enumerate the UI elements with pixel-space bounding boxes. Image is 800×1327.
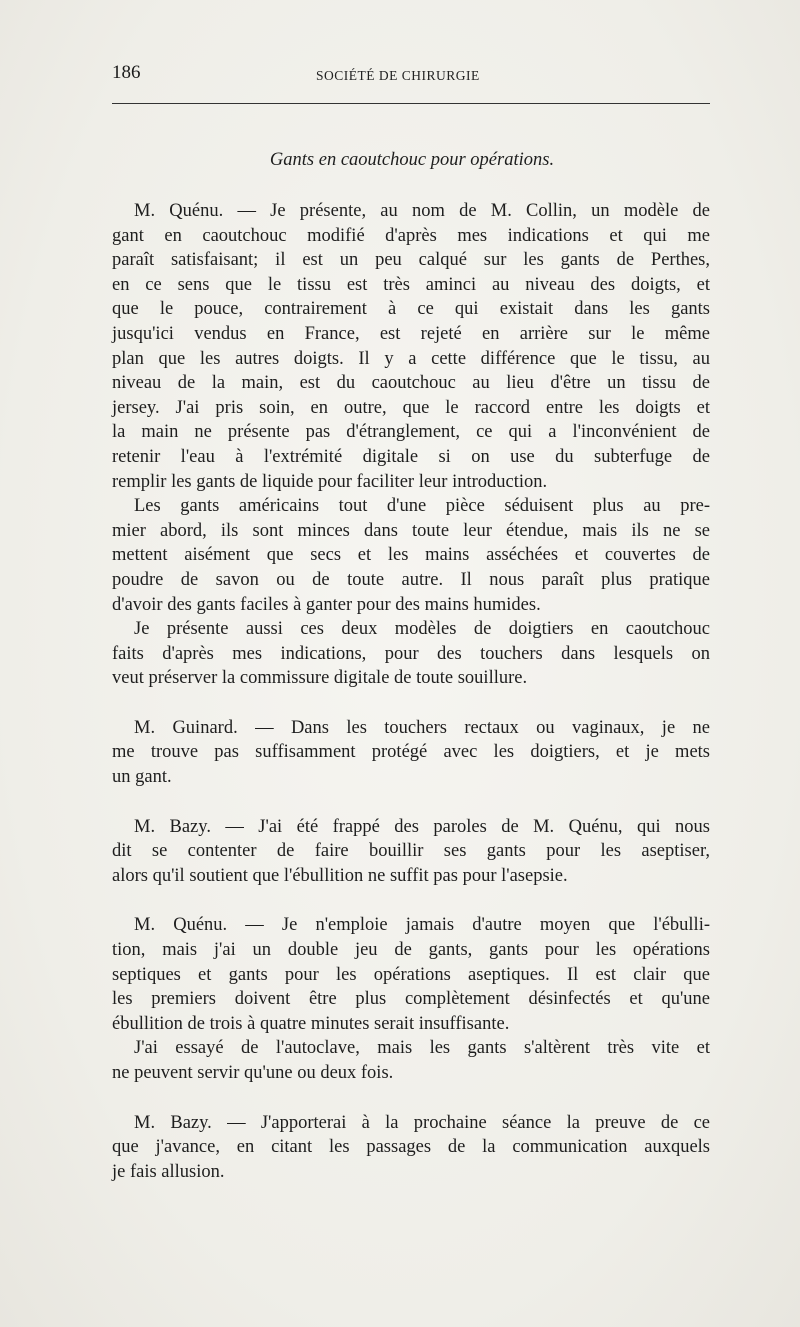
text-line: dit se contenter de faire bouillir ses gants pour les aseptiser, xyxy=(112,841,710,862)
text-line: que le pouce, contrairement à ce qui existait dans les gants xyxy=(112,299,710,320)
text-line: les premiers doivent être plus complètement désinfectés et qu'une xyxy=(112,989,710,1010)
paragraph-bazy-1 xyxy=(112,815,710,889)
paragraph-quenu-reply xyxy=(112,913,710,1036)
text-line: je fais allusion. xyxy=(112,1161,225,1182)
text-line: poudre de savon ou de toute autre. Il nous paraît plus pratique xyxy=(112,569,710,590)
header-rule xyxy=(112,103,710,104)
paragraph-gap xyxy=(112,1086,710,1111)
text-line: niveau de la main, est du caoutchouc au lieu d'être un tissu de xyxy=(112,373,710,394)
text-line: septiques et gants pour les opérations aseptiques. Il est clair que xyxy=(112,964,710,985)
text-line: remplir les gants de liquide pour faciliter leur introduction. xyxy=(112,471,548,492)
running-head: SOCIÉTÉ DE CHIRURGIE xyxy=(316,68,480,83)
text-line: faits d'après mes indications, pour des touchers dans lesquels on xyxy=(112,643,710,664)
paragraph-quenu-autoclave xyxy=(112,1036,710,1085)
text-line: tion, mais j'ai un double jeu de gants, gants pour les opérations xyxy=(112,940,710,961)
text-line: M. Bazy. — J'apporterai à la prochaine séance la preuve de ce xyxy=(134,1112,710,1133)
text-line: Les gants américains tout d'une pièce séduisent plus au pre- xyxy=(134,496,710,517)
text-line: M. Quénu. — Je présente, au nom de M. Collin, un modèle de xyxy=(134,201,710,221)
paragraph-gap xyxy=(112,790,710,815)
text-line: mier abord, ils sont minces dans toute leur étendue, mais ils ne se xyxy=(112,520,710,541)
text-line: me trouve pas suffisamment protégé avec les doigtiers, et je mets xyxy=(112,742,710,763)
paragraph-quenu-1 xyxy=(112,199,710,494)
text-line: que j'avance, en citant les passages de la communication auxquels xyxy=(112,1137,710,1158)
text-line: la main ne présente pas d'étranglement, ce qui a l'inconvénient de xyxy=(112,422,710,443)
text-line: en ce sens que le tissu est très aminci au niveau des doigts, et xyxy=(112,274,710,295)
body-text xyxy=(112,199,710,1184)
text-line: d'avoir des gants faciles à ganter pour des mains humides. xyxy=(112,594,541,615)
text-line: alors qu'il soutient que l'ébullition ne suffit pas pour l'asepsie. xyxy=(112,865,568,886)
text-line: jusqu'ici vendus en France, est rejeté en arrière sur le même xyxy=(112,323,710,344)
paragraph-gap xyxy=(112,691,710,716)
text-line: ne peuvent servir qu'une ou deux fois. xyxy=(112,1063,394,1083)
text-line: plan que les autres doigts. Il y a cette différence que le tissu, au xyxy=(112,348,710,369)
text-line: mettent aisément que secs et les mains asséchées et couvertes de xyxy=(112,545,710,566)
paragraph-bazy-2 xyxy=(112,1111,710,1185)
text-line: Je présente aussi ces deux modèles de doigtiers en caoutchouc xyxy=(134,619,710,640)
text-line: J'ai essayé de l'autoclave, mais les gants s'altèrent très vite et xyxy=(134,1038,710,1059)
text-line: M. Guinard. — Dans les touchers rectaux ou vaginaux, je ne xyxy=(134,717,710,738)
text-line: M. Bazy. — J'ai été frappé des paroles de M. Quénu, qui nous xyxy=(134,816,710,837)
text-line: jersey. J'ai pris soin, en outre, que le raccord entre les doigts et xyxy=(112,397,710,418)
text-line: paraît satisfaisant; il est un peu calqué sur les gants de Perthes, xyxy=(112,250,710,271)
text-line: veut préserver la commissure digitale de toute souillure. xyxy=(112,668,528,689)
section-title: Gants en caoutchouc pour opérations. xyxy=(269,150,555,170)
text-line: M. Quénu. — Je n'emploie jamais d'autre moyen que l'ébulli- xyxy=(134,915,710,936)
text-line: gant en caoutchouc modifié d'après mes indications et qui me xyxy=(112,225,710,246)
text-line: un gant. xyxy=(112,767,172,788)
paragraph-guinard xyxy=(112,716,710,790)
paragraph-gap xyxy=(112,888,710,913)
text-line: ébullition de trois à quatre minutes serait insuffisante. xyxy=(112,1013,510,1034)
page-number: 186 xyxy=(112,62,141,83)
paragraph-quenu-2 xyxy=(112,494,710,617)
page-header xyxy=(112,62,710,92)
text-line: retenir l'eau à l'extrémité digitale si on use du subterfuge de xyxy=(112,446,710,467)
paragraph-quenu-3 xyxy=(112,617,710,691)
